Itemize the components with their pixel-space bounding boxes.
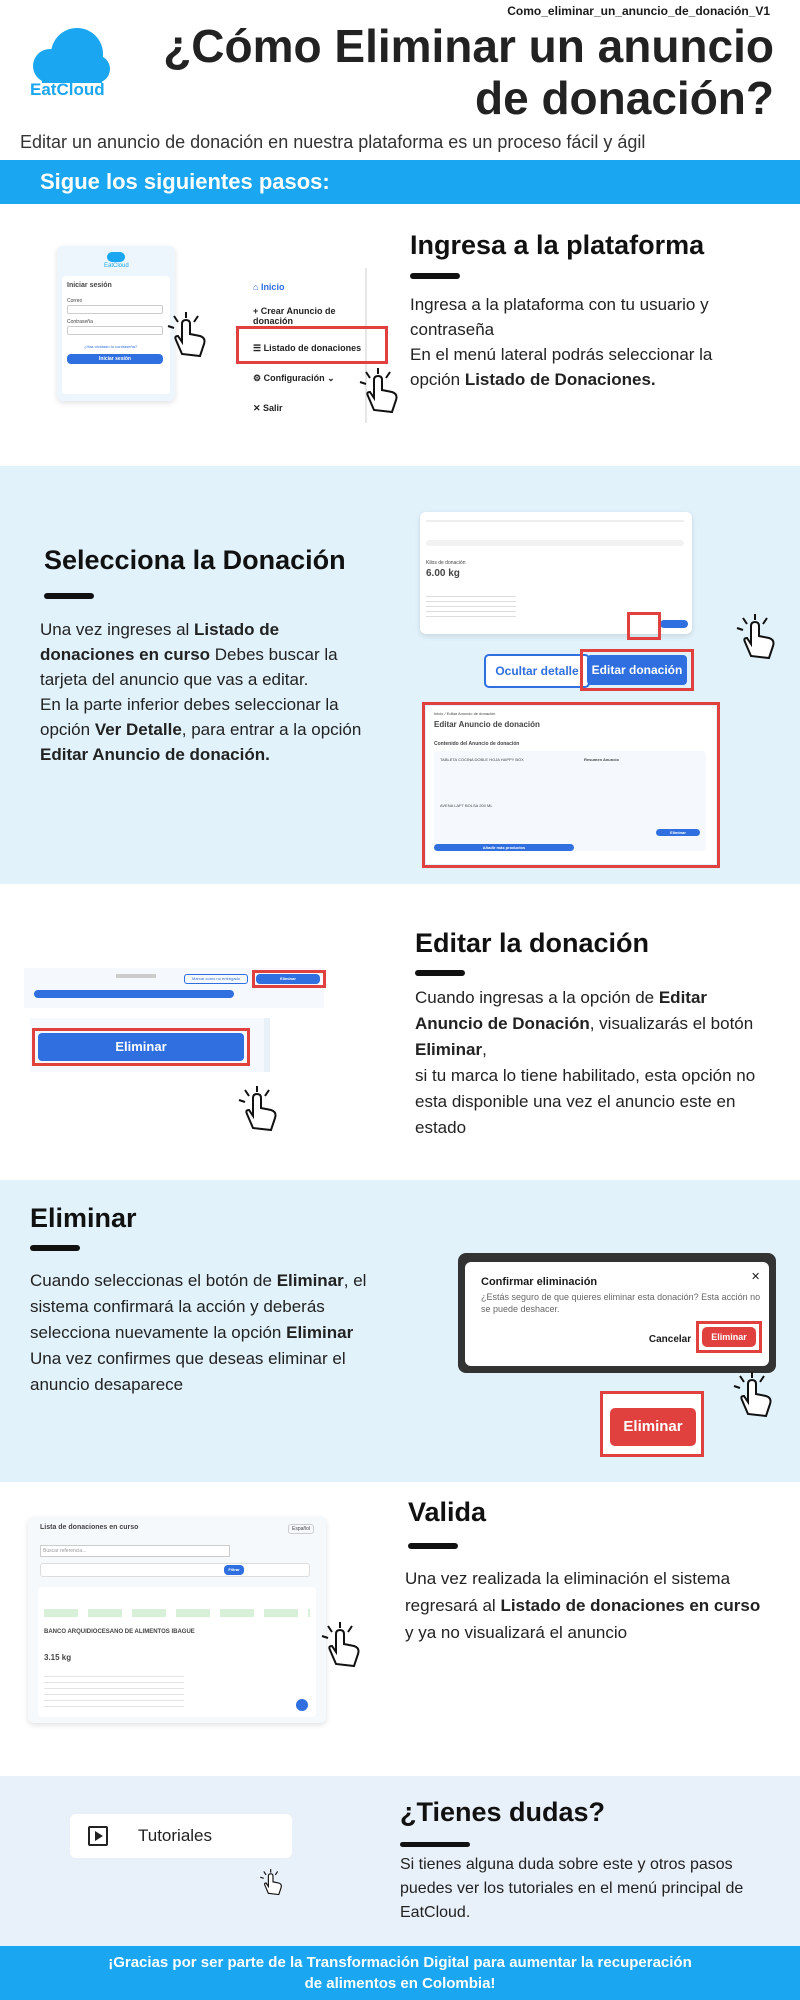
status-chips bbox=[44, 1609, 310, 1617]
footer-line2: de alimentos en Colombia! bbox=[304, 1975, 496, 1992]
eliminar-big-button[interactable]: Eliminar bbox=[38, 1033, 244, 1061]
help-icon[interactable] bbox=[296, 1699, 308, 1711]
pointer-hand-icon bbox=[235, 1084, 287, 1136]
dialog-title: Confirmar eliminación bbox=[481, 1276, 598, 1288]
edit-donation-screen-mock bbox=[426, 706, 716, 864]
menu-salir[interactable] bbox=[253, 403, 283, 414]
menu-listado-label: Listado de donaciones bbox=[263, 343, 362, 353]
footer-line1: ¡Gracias por ser parte de la Transformación Digital para aumentar la recuperación bbox=[108, 1954, 692, 1971]
menu-inicio-label: Inicio bbox=[260, 282, 285, 292]
step1-line2: En el menú lateral podrás seleccionar la opción bbox=[410, 345, 713, 389]
list-screen-title: Lista de donaciones en curso bbox=[40, 1524, 139, 1531]
step1-line1: Ingresa a la plataforma con tu usuario y contraseña bbox=[410, 295, 709, 339]
faq-title: ¿Tienes dudas? bbox=[400, 1797, 606, 1827]
menu-crear-label: Crear Anuncio de donación bbox=[253, 306, 336, 326]
filter-row bbox=[40, 1563, 310, 1577]
step3-t2: , visualizarás el botón bbox=[589, 1014, 754, 1033]
pointer-hand-icon bbox=[318, 1620, 370, 1672]
login-brand: EatCloud bbox=[104, 263, 129, 269]
donor-details bbox=[426, 592, 516, 618]
step3-text bbox=[415, 985, 760, 1141]
step2-t2: Debes buscar la tarjeta del anuncio que vas a editar. bbox=[40, 645, 338, 689]
login-heading: Iniciar sesión bbox=[67, 282, 112, 289]
donations-list-screen-mock bbox=[28, 1517, 326, 1723]
step3-t1-bold: Editar Anuncio de Donación bbox=[415, 988, 708, 1033]
step5-t2: y ya no visualizará el anuncio bbox=[405, 1623, 628, 1642]
steps-banner: Sigue los siguientes pasos: bbox=[0, 160, 800, 204]
step2-t3: En la parte inferior debes seleccionar la opción bbox=[40, 695, 339, 739]
step5-t1-bold: Listado de donaciones en curso bbox=[500, 1596, 761, 1615]
forgot-password-link[interactable]: ¿Has olvidado tu contraseña? bbox=[84, 344, 138, 349]
dialog-close-icon[interactable]: ✕ bbox=[751, 1271, 761, 1283]
brand-name: EatCloud bbox=[30, 80, 105, 99]
step2-t4-bold: Editar Anuncio de donación. bbox=[40, 745, 270, 764]
highlight-ver-detalle bbox=[627, 612, 661, 640]
step2-title: Selecciona la Donación bbox=[44, 545, 346, 575]
edit-content-panel bbox=[434, 751, 706, 851]
menu-config-label: Configuración bbox=[263, 373, 325, 383]
close-icon: ✕ bbox=[253, 403, 264, 413]
step4-t1-bold: Eliminar bbox=[276, 1271, 344, 1290]
edit-mini-button[interactable] bbox=[660, 620, 688, 628]
step3-underline bbox=[415, 970, 465, 976]
editar-donacion-button[interactable]: Editar donación bbox=[587, 655, 687, 685]
language-select[interactable]: Español bbox=[288, 1524, 314, 1534]
highlight-listado bbox=[236, 326, 388, 364]
document-id: Como_eliminar_un_anuncio_de_donación_V1 bbox=[507, 4, 770, 18]
pointer-hand-icon bbox=[730, 1370, 782, 1422]
step4-t1: Cuando seleccionas el botón de bbox=[30, 1271, 277, 1290]
step2-t1: Una vez ingreses al bbox=[40, 620, 195, 639]
menu-configuracion[interactable]: ⚙ Configuración ⌄ bbox=[253, 373, 335, 383]
step4-t2: , el sistema confirmará la acción y deberás selecciona nuevamente la opción bbox=[30, 1271, 367, 1342]
list-organization-name: BANCO ARQUIDIOCESANO DE ALIMENTOS IBAGUE bbox=[44, 1629, 195, 1635]
play-triangle bbox=[95, 1831, 103, 1841]
email-label: Correo bbox=[67, 298, 83, 304]
faq-underline bbox=[400, 1842, 470, 1847]
eliminar-small-button[interactable]: Eliminar bbox=[256, 974, 320, 984]
product-item-2: AVENA LAFT BOLSA 200 ML bbox=[440, 803, 493, 808]
step1-title: Ingresa a la plataforma bbox=[410, 230, 705, 260]
step2-t4: , para entrar a la opción bbox=[181, 720, 362, 739]
divider bbox=[426, 520, 684, 522]
dialog-confirm-button[interactable]: Eliminar bbox=[702, 1327, 756, 1347]
page-subtitle: Editar un anuncio de donación en nuestra plataforma es un proceso fácil y ágil bbox=[20, 132, 646, 152]
login-screen-mock bbox=[57, 246, 175, 401]
big-eliminar-button[interactable]: Eliminar bbox=[610, 1408, 696, 1446]
password-field[interactable] bbox=[67, 326, 163, 335]
edit-section-title: Contenido del Anuncio de donación bbox=[434, 741, 520, 747]
edit-breadcrumb: Inicio / Editar Anuncio de donación bbox=[434, 711, 496, 716]
menu-listado-donaciones[interactable]: ☰ Listado de donaciones bbox=[253, 343, 362, 353]
page-title: ¿Cómo Eliminar un anuncio de donación? bbox=[163, 20, 774, 124]
step3-t4: si tu marca lo tiene habilitado, esta opción no esta disponible una vez el anuncio este en estado bbox=[415, 1066, 756, 1137]
menu-crear-anuncio[interactable]: + Crear Anuncio de donación bbox=[253, 306, 336, 326]
pointer-hand-icon bbox=[356, 366, 408, 418]
password-label: Contraseña bbox=[67, 319, 93, 325]
step3-t1: Cuando ingresas a la opción de bbox=[415, 988, 659, 1007]
weight-label: Kilos de donación bbox=[426, 560, 466, 566]
email-field[interactable] bbox=[67, 305, 163, 314]
step2-text bbox=[40, 617, 370, 767]
play-icon bbox=[88, 1826, 108, 1846]
faq-text: Si tienes alguna duda sobre este y otros pasos puedes ver los tutoriales en el menú principal de EatCloud. bbox=[400, 1856, 744, 1921]
menu-inicio[interactable] bbox=[253, 282, 284, 292]
step5-title: Valida bbox=[408, 1497, 487, 1527]
footer-banner bbox=[0, 1946, 800, 2000]
step3-t2-bold: Eliminar bbox=[415, 1040, 483, 1059]
edit-actions-row bbox=[116, 974, 156, 978]
step2-t1-bold: Listado de donaciones en curso bbox=[40, 620, 280, 664]
pointer-hand-icon bbox=[164, 310, 216, 362]
pointer-hand-icon bbox=[733, 612, 785, 664]
edit-eliminar-mini-button[interactable]: Eliminar bbox=[656, 829, 700, 836]
step4-text bbox=[30, 1268, 390, 1398]
donation-card bbox=[38, 1587, 316, 1717]
step2-underline bbox=[44, 593, 94, 599]
step4-title: Eliminar bbox=[30, 1203, 137, 1233]
dialog-message: ¿Estás seguro de que quieres eliminar esta donación? Esta acción no se puede deshacer. bbox=[481, 1292, 761, 1314]
mini-cloud-logo bbox=[107, 252, 125, 262]
tutoriales-button[interactable] bbox=[70, 1814, 292, 1858]
step1-text bbox=[410, 292, 760, 392]
dialog-cancel-button[interactable]: Cancelar bbox=[648, 1334, 692, 1345]
home-icon: ⌂ bbox=[253, 282, 261, 292]
edit-screen-title: Editar Anuncio de donación bbox=[434, 720, 540, 729]
filter-button[interactable]: Filtrar bbox=[224, 1565, 244, 1575]
list-search-input[interactable]: Buscar referencia... bbox=[40, 1545, 230, 1557]
list-details bbox=[44, 1671, 184, 1707]
product-item-1: TABLETA COCINA DOBLE HOJA HAPPY BOX bbox=[440, 757, 524, 762]
status-steps bbox=[426, 540, 684, 546]
step3-title: Editar la donación bbox=[415, 928, 650, 958]
step1-line2-bold: Listado de Donaciones. bbox=[464, 370, 656, 389]
gear-icon: ⚙ bbox=[253, 373, 264, 383]
step4-t3: Una vez confirmes que deseas eliminar el anuncio desaparece bbox=[30, 1349, 346, 1394]
step4-underline bbox=[30, 1245, 80, 1251]
add-products-mini-button[interactable]: Añadir más productos bbox=[434, 844, 574, 851]
step5-underline bbox=[408, 1543, 458, 1549]
add-products-bar[interactable] bbox=[34, 990, 234, 998]
step2-t3-bold: Ver Detalle bbox=[94, 720, 182, 739]
step5-text bbox=[405, 1565, 765, 1646]
step3-t3: , bbox=[482, 1040, 487, 1059]
marcar-no-entregado-button[interactable]: Marcar como no entregado bbox=[184, 974, 248, 984]
step5-t1: Una vez realizada la eliminación el sistema regresará al bbox=[405, 1569, 731, 1615]
highlight-eliminar-small bbox=[252, 970, 326, 988]
summary-title: Resumen Anuncio bbox=[584, 757, 619, 762]
step1-underline bbox=[410, 273, 460, 279]
login-form bbox=[62, 276, 170, 394]
step4-t2-bold: Eliminar bbox=[286, 1323, 354, 1342]
ocultar-detalle-button[interactable]: Ocultar detalle bbox=[484, 654, 590, 688]
tutoriales-label: Tutoriales bbox=[138, 1826, 213, 1845]
login-submit-button[interactable]: Iniciar sesión bbox=[67, 354, 163, 364]
list-weight: 3.15 kg bbox=[44, 1653, 72, 1662]
weight-value: 6.00 kg bbox=[426, 568, 460, 579]
pointer-hand-icon bbox=[258, 1868, 288, 1898]
menu-salir-label: Salir bbox=[263, 403, 283, 413]
